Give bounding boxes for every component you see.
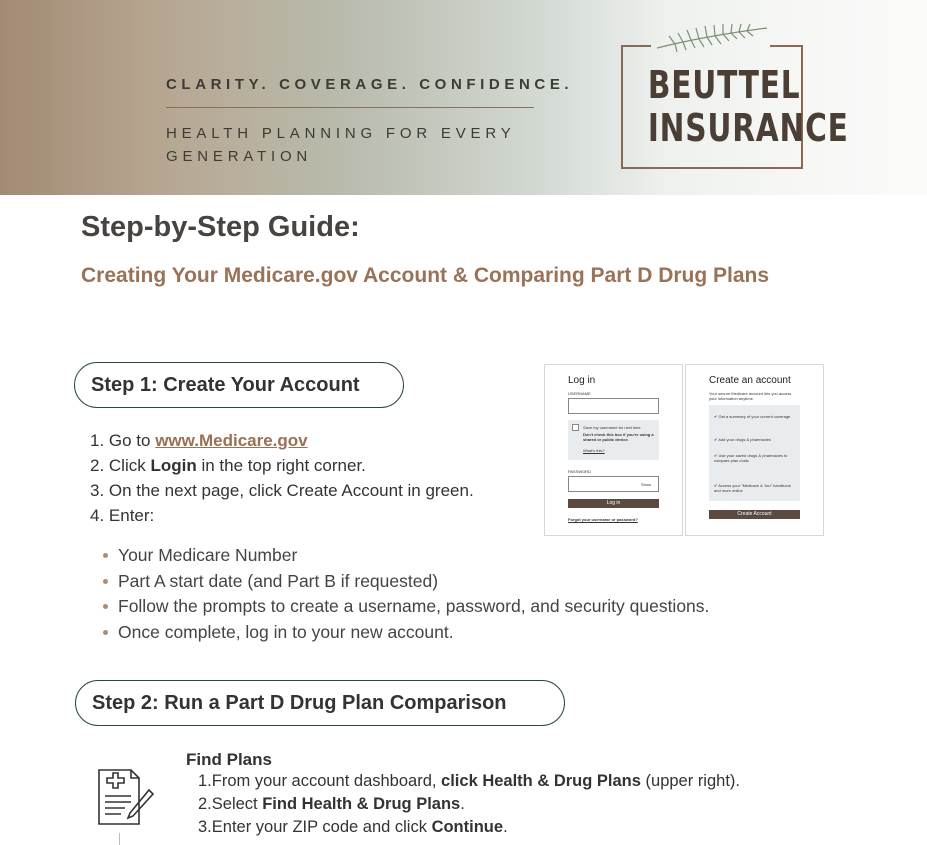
remember-checkbox [572, 424, 579, 431]
step1-bullets [103, 543, 709, 645]
list-item: Part A start date (and Part B if requested) [103, 569, 709, 595]
logo-line-1: BEUTTEL [647, 63, 801, 107]
create-title: Create an account [709, 375, 791, 386]
step1-item-4: 4. Enter: [90, 506, 155, 525]
logo-line-2: INSURANCE [647, 106, 849, 150]
find-plans-title: Find Plans [186, 750, 272, 769]
benefit-item: ✔ Add your drugs & pharmacies [714, 437, 771, 442]
list-item: Once complete, log in to your new account. [103, 620, 709, 646]
list-item: Follow the prompts to create a username, password, and security questions. [103, 594, 709, 620]
login-button: Log in [568, 499, 659, 508]
find-step-2: 2.Select Find Health & Drug Plans. [198, 795, 465, 813]
find-step-1: 1.From your account dashboard, click Health & Drug Plans (upper right). [198, 772, 740, 790]
benefit-item: ✔ Get a summary of your current coverage [714, 414, 791, 419]
subtagline: HEALTH PLANNING FOR EVERY GENERATION [166, 125, 516, 165]
step1-heading: Step 1: Create Your Account [74, 362, 404, 408]
create-account-button: Create Account [709, 510, 800, 519]
find-plans-steps [198, 770, 740, 839]
guide-title: Step-by-Step Guide: [81, 211, 360, 243]
find-step-3: 3.Enter your ZIP code and click Continue. [198, 818, 508, 836]
step2-heading: Step 2: Run a Part D Drug Plan Comparison [75, 680, 565, 726]
username-input [568, 398, 659, 414]
guide-subtitle: Creating Your Medicare.gov Account & Comparing Part D Drug Plans [81, 264, 770, 287]
login-title: Log in [568, 375, 596, 386]
benefit-item: ✔ Use your saved drugs & pharmacies to compare plan costs [714, 453, 788, 463]
password-label: PASSWORD [568, 469, 592, 474]
tagline: CLARITY. COVERAGE. CONFIDENCE. [166, 76, 574, 93]
login-screenshot: Log in USERNAME Save my username for next time Don't check this box if you're using a shared or public device. What's this? PASSWORD Show Log in Forgot your username or password? [544, 364, 683, 536]
logo [647, 63, 849, 150]
benefit-item: ✔ Access your "Medicare & You" handbook and more online [714, 483, 791, 493]
medical-document-icon [95, 766, 155, 828]
medicare-link[interactable]: www.Medicare.gov [155, 431, 308, 450]
username-label: USERNAME [568, 391, 591, 396]
tagline-divider [166, 107, 534, 108]
step1-item-2: 2. Click Login in the top right corner. [90, 456, 366, 475]
list-item: Your Medicare Number [103, 543, 709, 569]
create-account-screenshot: Create an account Your secure Medicare account lets you access your information anytime. ✔ Get a summary of your current coverage ✔ Add your drugs & pharmacies ✔ Use your saved drugs & pharmacies to compare plan costs ✔ Access your "Medicare & You" handbook and more online Create Account [685, 364, 824, 536]
step1-item-3: 3. On the next page, click Create Account in green. [90, 481, 474, 500]
step1-instructions [90, 428, 474, 528]
step1-item-1: 1. Go to www.Medicare.gov [90, 431, 308, 450]
